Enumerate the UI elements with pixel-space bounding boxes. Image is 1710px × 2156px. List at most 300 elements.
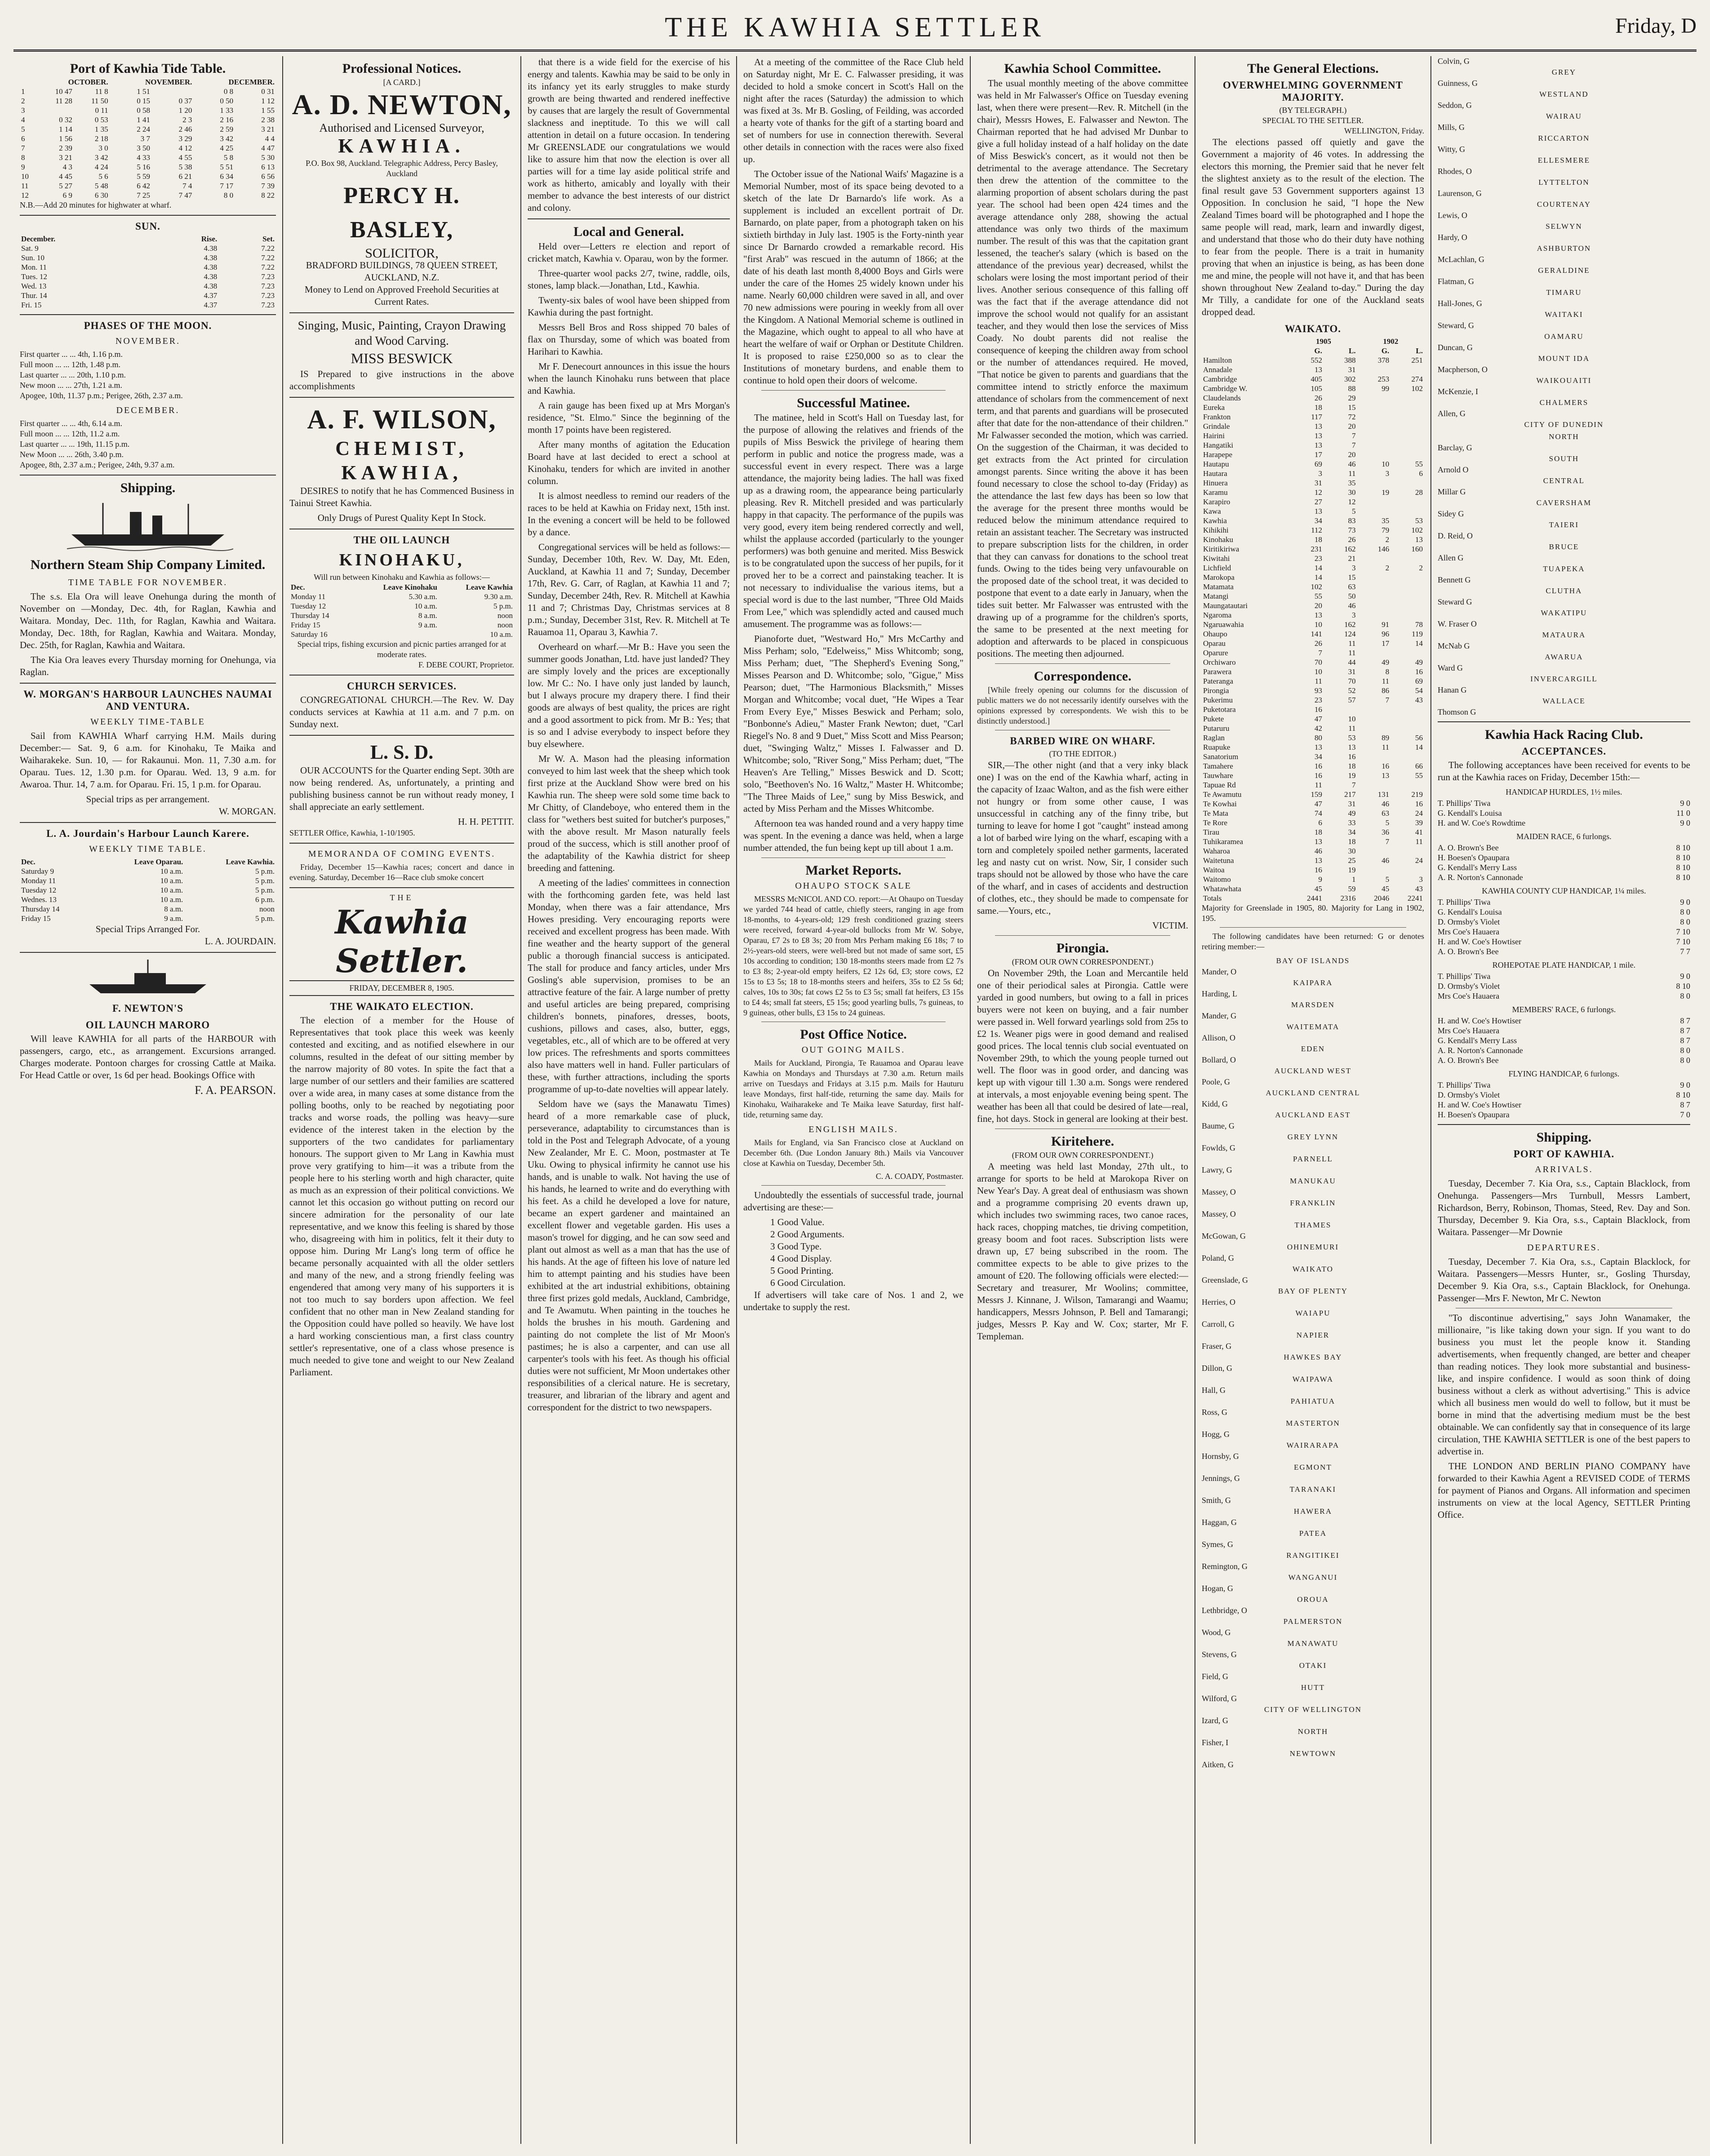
waikato-row xyxy=(1202,790,1424,799)
horse-weight: 9 0 xyxy=(1680,818,1690,827)
jourdain-table xyxy=(20,857,276,923)
horse-name: T. Phillips' Tiwa xyxy=(1438,799,1491,808)
advertising-list xyxy=(743,1216,964,1289)
member-name: Wilford, G xyxy=(1202,1694,1237,1703)
member-name: Dillon, G xyxy=(1202,1364,1233,1373)
waikato-cell: 14 xyxy=(1314,564,1322,572)
tide-cell: 8 xyxy=(21,153,25,162)
advertising-intro: Undoubtedly the essentials of successful trade, journal advertising are these:— xyxy=(743,1190,964,1213)
waikato-row xyxy=(1202,525,1424,535)
tide-cell: 2 16 xyxy=(220,116,234,124)
oil-launch-cell: noon xyxy=(497,611,513,620)
race-entry xyxy=(1438,843,1690,853)
memoranda-title: MEMORANDA OF COMING EVENTS. xyxy=(308,849,496,859)
waikato-cell: 2 xyxy=(1385,564,1390,572)
member-name: Thomson G xyxy=(1438,707,1476,716)
local-item: A meeting of the ladies' committees in connection with the forthcoming garden fete, was held last Monday, when there was a fair attendance, Mrs Howes presiding. Very encouraging reports were received and excellent progress has been made. With fine weather and the hearty support of the general public a thorough financial success is anticipated. The stall for produce and fancy articles, under Mrs Gosling's able supervision, promises to be an attractive feature of the fair. A large number of pretty and useful articles are being prepared, comprising children's bonnets, pinafores, dresses, boots, cushions, pillows and cases, also, butter, eggs, vegetables, etc., all of which are to be offered at very low prices. The refreshments and sports committees also have matters well in hand. Fuller particulars of these, with further attractions, including the sports programme of up-to-date novelties will appear lately. xyxy=(528,877,730,1094)
oil-launch-cell: 8 a.m. xyxy=(418,611,437,620)
tide-cell: 6 34 xyxy=(220,172,234,181)
member-name: Bollard, O xyxy=(1202,1055,1236,1064)
electorate-name: PAHIATUA xyxy=(1290,1397,1336,1405)
waikato-cell: Oparure xyxy=(1203,649,1228,657)
tide-cell: 7 47 xyxy=(178,191,192,200)
race-entry xyxy=(1438,798,1690,808)
waikato-cell: 79 xyxy=(1381,526,1390,534)
waikato-cell: 49 xyxy=(1415,658,1423,667)
electorate-name: GREY LYNN xyxy=(1287,1133,1339,1141)
sun-cell: 4.38 xyxy=(204,263,218,271)
tide-row xyxy=(20,96,276,106)
electorate-name: OROUA xyxy=(1297,1595,1329,1604)
waikato-cell: 8 xyxy=(1385,667,1390,676)
member-name: Hall-Jones, G xyxy=(1438,299,1482,308)
waikato-row xyxy=(1202,894,1424,903)
waikato-row xyxy=(1202,733,1424,742)
waikato-row xyxy=(1202,422,1424,431)
waikato-cell: 3 xyxy=(1419,875,1423,884)
moon-december-list xyxy=(20,418,276,470)
morgan-text: Sail from KAWHIA Wharf carrying H.M. Mails during December:— Sat. 9, 6 a.m. for Kinohaku, Te Maika and Waiharakeke. Sun. 10, — for Rakaunui. Mon. 11, 7.30 a.m. for Oparau. Tues. 12, 1.30 p.m. for Oparau. Wed. 13, 9 a.m. for Awaroa. Thur. 14, 7 a.m. for Oparau. Fri. 15, 1 p.m. for Oparau. xyxy=(20,730,276,790)
tide-cell: 1 20 xyxy=(178,106,192,115)
tide-cell: 11 50 xyxy=(91,97,108,105)
tide-cell: 4 47 xyxy=(261,144,275,152)
waikato-cell xyxy=(1390,440,1424,450)
newton-address: P.O. Box 98, Auckland. Telegraphic Address, Percy Basley, Auckland xyxy=(306,159,498,178)
waikato-cell: Hautara xyxy=(1203,469,1227,478)
waikato-cell: 13 xyxy=(1314,365,1322,374)
tide-cell: 4 55 xyxy=(178,153,192,162)
waikato-row xyxy=(1202,780,1424,790)
acceptances-text: The following acceptances have been received for events to be run at the Kawhia races on Friday, December 15th:— xyxy=(1438,760,1690,782)
waikato-cell: 274 xyxy=(1411,375,1423,383)
horse-name: Mrs Coe's Hauaera xyxy=(1438,991,1500,1000)
sun-cell: Mon. 11 xyxy=(21,263,47,271)
waikato-cell: 23 xyxy=(1314,554,1322,563)
divider xyxy=(995,663,1170,664)
waikato-year: 1902 xyxy=(1383,337,1399,346)
waikato-year xyxy=(1202,337,1290,346)
waikato-row xyxy=(1202,809,1424,818)
tide-row xyxy=(20,143,276,153)
oil-launch-cell: Friday 15 xyxy=(291,621,320,629)
waikato-cell: 89 xyxy=(1381,733,1390,742)
memoranda-text: Friday, December 15—Kawhia races; concert and dance in evening. Saturday, December 16—Race club smoke concert xyxy=(289,862,514,882)
tide-cell: 1 35 xyxy=(94,125,108,133)
jourdain-cell: 10 a.m. xyxy=(160,895,183,904)
waikato-cell: Karapiro xyxy=(1203,498,1230,506)
waikato-row xyxy=(1202,610,1424,620)
race-entry xyxy=(1438,991,1690,1001)
sun-row xyxy=(20,300,276,310)
tide-cell: 4 3 xyxy=(62,163,72,171)
tide-cell: 5 51 xyxy=(220,163,234,171)
waikato-cell: 39 xyxy=(1415,818,1423,827)
waikato-cell: 16 xyxy=(1314,762,1322,770)
sun-row xyxy=(20,244,276,253)
waikato-cell: 13 xyxy=(1314,743,1322,751)
oil-launch-header: Leave Kinohaku xyxy=(383,583,437,591)
waikato-row xyxy=(1202,705,1424,714)
member-name: Fisher, I xyxy=(1202,1738,1229,1747)
barbed-wire-text: SIR,—The other night (and that a very inky black one) I was on the end of the Kawhia wharf, acting in the capacity of Izaac Walton, and as the fish were either not hungry or from some other cause, I was unsuccessful in catching any of the finny tribe, but turning to leave for home I got "caught" instead among a lot of barbed wire lying on the wharf, escaping with a torn and completely spoiled nether garments, lacerated leg and nasty cut on wrist. Now, Sir, I consider such traps should not be allowed by those who have the care of the wharf, and in cases of accidents and destruction of clothes, etc., they should be made to compensate for same.—Yours, etc., xyxy=(977,760,1188,916)
waikato-cell: 7 xyxy=(1352,431,1356,440)
tide-cell: 4 24 xyxy=(94,163,108,171)
morgan-subtitle: WEEKLY TIME-TABLE xyxy=(90,717,205,727)
local-item: Mr W. A. Mason had the pleasing information conveyed to him last week that the sheep which took first prize at the Auckland Show were bred on his Kawhia run. The sheep were sold some time back to Mr Chitty, of Clandeboye, who entered them in the class for "wethers best suited for butcher's purposes," with the above result. Mr Mason naturally feels proud of the success, which is still another proof of the adaptability of the Kawhia district for sheep breeding and fattening. xyxy=(528,753,730,873)
waikato-cell: Claudelands xyxy=(1203,394,1241,402)
lsd-sign: H. H. PETTIT. xyxy=(457,816,514,827)
waikato-cell xyxy=(1390,422,1424,431)
member-name: Hogan, G xyxy=(1202,1584,1233,1593)
waikato-cell: 11 xyxy=(1315,781,1322,789)
matinee-end: Afternoon tea was handed round and a very happy time was spent. In the evening a dance was held, when a large number attended, the fun being kept up till about 1 a.m. xyxy=(743,818,964,853)
tide-cell: 1 12 xyxy=(261,97,275,105)
waikato-cell xyxy=(1357,422,1391,431)
waikato-cell: Eureka xyxy=(1203,403,1225,412)
electorate-name: TARANAKI xyxy=(1289,1485,1337,1494)
member-name: Lewis, O xyxy=(1438,211,1467,220)
shipping-title: Shipping. xyxy=(120,480,176,495)
waikato-cell xyxy=(1390,591,1424,601)
waikato-cell: Raglan xyxy=(1203,733,1225,742)
horse-name: H. Boesen's Opaupara xyxy=(1438,853,1510,862)
waikato-row xyxy=(1202,837,1424,846)
tide-cell xyxy=(37,106,74,115)
waikato-cell: 16 xyxy=(1314,771,1322,780)
electorate-name: TUAPEKA xyxy=(1543,565,1585,573)
horse-weight: 8 0 xyxy=(1680,907,1690,916)
waikato-cell xyxy=(1357,440,1391,450)
horse-weight: 11 0 xyxy=(1676,809,1690,818)
waikato-cell: 1 xyxy=(1352,875,1356,884)
member-name: Aitken, G xyxy=(1202,1760,1234,1769)
electorate-name: CAVERSHAM xyxy=(1536,498,1592,507)
waikato-cell: 25 xyxy=(1348,856,1356,865)
race-entry xyxy=(1438,947,1690,956)
jourdain-row xyxy=(20,876,276,885)
electorate-name: MASTERTON xyxy=(1286,1419,1340,1427)
member-name: Witty, G xyxy=(1438,145,1466,154)
jourdain-row xyxy=(20,895,276,904)
waikato-cell: 112 xyxy=(1311,526,1322,534)
horse-name: G. Kendall's Louisa xyxy=(1438,809,1502,818)
waikato-row xyxy=(1202,403,1424,412)
waikato-cell: 11 xyxy=(1381,743,1390,751)
local-general-title: Local and General. xyxy=(573,224,684,239)
sun-cell: 4.37 xyxy=(204,291,218,300)
waikato-cell: 5 xyxy=(1385,875,1390,884)
waikato-cell: 46 xyxy=(1348,460,1356,468)
member-name: Arnold O xyxy=(1438,465,1469,474)
jourdain-row xyxy=(20,914,276,923)
race-entry xyxy=(1438,853,1690,862)
waikato-cell xyxy=(1357,591,1391,601)
electorate-name: SELWYN xyxy=(1546,222,1582,231)
member-name: Allison, O xyxy=(1202,1033,1236,1042)
race-entry xyxy=(1438,927,1690,937)
horse-name: A. O. Brown's Bee xyxy=(1438,843,1499,852)
kiritehere-from: (FROM OUR OWN CORRESPONDENT.) xyxy=(1012,1151,1154,1160)
tide-months-row xyxy=(20,77,276,87)
tide-cell: 1 55 xyxy=(261,106,275,115)
departures-text: Tuesday, December 7. Kia Ora, s.s., Captain Blacklock, for Waitara. Passengers—Messrs Hunter, sr., Gosling Thursday, December 9. Kia Ora, s.s., Captain Blacklock, for Onehunga. Passenger—Mrs F. Newton, Mr C. Newton xyxy=(1438,1256,1690,1303)
horse-weight: 8 0 xyxy=(1680,917,1690,926)
electorate-name: AUCKLAND WEST xyxy=(1274,1067,1352,1075)
waikato-cell: 18 xyxy=(1348,762,1356,770)
waikato-cell: Hangatiki xyxy=(1203,441,1234,449)
waikato-row xyxy=(1202,658,1424,667)
tide-month: DECEMBER. xyxy=(228,78,275,86)
waikato-cell: 3 xyxy=(1318,469,1322,478)
advertising-essential: 2 Good Arguments. xyxy=(770,1229,844,1240)
waikato-row xyxy=(1202,714,1424,724)
member-name: Bennett G xyxy=(1438,575,1471,584)
moon-phase-line: New Moon ... ... 26th, 3.40 p.m. xyxy=(20,450,124,459)
jourdain-cell: 5 p.m. xyxy=(255,886,275,894)
waikato-cell: 28 xyxy=(1415,488,1423,497)
moon-phase-line: Apogee, 10th, 11.37 p.m.; Perigee, 26th, 2.37 a.m. xyxy=(20,391,183,400)
jourdain-cell: 5 p.m. xyxy=(255,867,275,876)
electorate-name: CENTRAL xyxy=(1543,476,1585,485)
race-entry xyxy=(1438,808,1690,818)
waikato-row xyxy=(1202,752,1424,761)
jourdain-cell: 9 a.m. xyxy=(164,914,183,923)
waikato-cell xyxy=(1390,752,1424,761)
tide-cell: 2 24 xyxy=(137,125,151,133)
member-name: Izard, G xyxy=(1202,1716,1228,1725)
oil-launch-row xyxy=(289,630,514,639)
waikato-cell xyxy=(1357,752,1391,761)
oil-launch-title: THE OIL LAUNCH xyxy=(353,534,450,546)
waikato-cell: Te Awamutu xyxy=(1203,790,1242,799)
sun-header: December. xyxy=(21,235,56,243)
tide-cell: 0 31 xyxy=(261,87,275,96)
electorate-name: GERALDINE xyxy=(1538,266,1590,275)
waikato-cell: 2 xyxy=(1419,564,1423,572)
oil-launch-intro: Will run between Kinohaku and Kawhia as follows:— xyxy=(314,573,490,582)
divider xyxy=(289,675,514,676)
waikato-cell: Te Mata xyxy=(1203,809,1228,818)
member-name: Herries, O xyxy=(1202,1298,1235,1307)
waikato-cell: 105 xyxy=(1310,384,1322,393)
nss-title: Northern Steam Ship Company Limited. xyxy=(30,557,266,572)
waikato-row xyxy=(1202,544,1424,554)
member-name: Guinness, G xyxy=(1438,79,1478,88)
waikato-cell xyxy=(1390,780,1424,790)
market-text: MESSRS McNICOL AND CO. report:—At Ohaupo on Tuesday we yarded 744 head of cattle, chiefly steers, ranging in age from 18-months, to 4-years-old; 129 fresh conditioned grazing steers were received, forward 4-year-old bullocks from Mr W. Sobye, Oparau, £7 2s to £8 3s; 20 from Mrs Perham making £6 18s; 7 to 2½-years-old steers, were well-bred but not made of same sort, £5 10s according to condition; 130 18-months steers made from £2 7s to £3 8s; 2-year-old empty heifers, £2 12s 6d, £3; store cows, £2 15s to £3 5s; 18 to 18-months steers and heifers, 35s to £2 5s 6d; calves, 10s to 30s; fat cows £2 5s to £3 5s; small fat heifers, £3 15s to £4 4s; small fat steers, £5 15s; good yearling bulls, 7s guineas, to 9 guineas, other bulls, £3 15s to 24 guineas. xyxy=(743,894,964,1017)
tide-cell: 5 30 xyxy=(261,153,275,162)
sun-row xyxy=(20,253,276,262)
jourdain-cell: Monday 11 xyxy=(21,876,56,885)
waikato-cell: 49 xyxy=(1348,809,1356,818)
race-entry xyxy=(1438,897,1690,907)
pirongia-from: (FROM OUR OWN CORRESPONDENT.) xyxy=(1012,957,1154,966)
local-item: Overheard on wharf.—Mr B.: Have you seen the summer goods Jonathan, Ltd. have just landed? They are simply lovely and the prices are exceptionally low. Mr C.: No. I have only just landed by launch, but I always procure my drapery there. I find their goods are always of best quality, the prices are right and a good assortment to pick from. Mr B.: Yes; that is so and I advise everybody to inspect before they buy elsewhere. xyxy=(528,641,730,749)
advertising-essential: 6 Good Circulation. xyxy=(770,1277,846,1288)
moon-title: PHASES OF THE MOON. xyxy=(84,320,212,331)
divider xyxy=(1220,927,1406,928)
member-name: W. Fraser O xyxy=(1438,619,1477,628)
newton-role: Authorised and Licensed Surveyor, xyxy=(319,121,484,134)
waikato-cell xyxy=(1390,846,1424,856)
waikato-cell: 41 xyxy=(1415,828,1423,836)
race-entry xyxy=(1438,818,1690,828)
oil-launch-row xyxy=(289,611,514,620)
sun-cell: 7.23 xyxy=(261,272,275,281)
local-item: After many months of agitation the Education Board have at last decided to erect a school at Kinohaku, tenders for which are invited in another column. xyxy=(528,439,730,486)
waikato-table-body xyxy=(1202,356,1424,903)
waikato-row xyxy=(1202,686,1424,695)
moon-phase-line: First quarter ... ... 4th, 1.16 p.m. xyxy=(20,350,123,359)
race-entry xyxy=(1438,981,1690,991)
tide-cell: 6 56 xyxy=(261,172,275,181)
member-name: Allen G xyxy=(1438,553,1464,562)
waikato-cell xyxy=(1390,412,1424,422)
waikato-cell: 13 xyxy=(1381,771,1390,780)
waikato-cell: 14 xyxy=(1314,573,1322,582)
arrivals-title: ARRIVALS. xyxy=(1535,1165,1593,1174)
tide-row xyxy=(20,153,276,162)
electorate-name: NORTH xyxy=(1297,1727,1328,1736)
dateline: FRIDAY, DECEMBER 8, 1905. xyxy=(289,980,514,996)
horse-weight: 8 7 xyxy=(1680,1100,1690,1109)
waikato-cell: 10 xyxy=(1314,667,1322,676)
waikato-cell: 378 xyxy=(1377,356,1390,365)
member-name: Macpherson, O xyxy=(1438,365,1488,374)
tide-cell: 2 39 xyxy=(59,144,72,152)
electorate-name: WESTLAND xyxy=(1539,90,1589,98)
waikato-cell: 63 xyxy=(1348,582,1356,591)
local-item: Mr F. Denecourt announces in this issue the hours when the launch Kinohaku runs between that place and Kawhia. xyxy=(528,361,730,396)
electorate-name: WAIAPU xyxy=(1295,1309,1331,1317)
sun-cell: Tues. 12 xyxy=(21,272,47,281)
jourdain-cell: Saturday 9 xyxy=(21,867,54,876)
basley-address: BRADFORD BUILDINGS, 78 QUEEN STREET, AUCKLAND, N.Z. xyxy=(306,260,498,283)
member-name: McKenzie, I xyxy=(1438,387,1478,396)
waikato-cell xyxy=(1357,780,1391,790)
electorate-name: CLUTHA xyxy=(1546,587,1582,595)
waikato-cell: 53 xyxy=(1348,733,1356,742)
tide-cell: 4 33 xyxy=(137,153,151,162)
moon-phase-line: New moon ... ... 27th, 1.21 a.m. xyxy=(20,381,122,390)
waikato-cell: 36 xyxy=(1381,828,1390,836)
race-entry xyxy=(1438,1110,1690,1120)
divider xyxy=(528,218,730,219)
member-name: Mander, G xyxy=(1202,1011,1237,1020)
horse-name: A. O. Brown's Bee xyxy=(1438,947,1499,956)
editorial-continued: that there is a wide field for the exercise of his energy and talents. Kawhia may be said to be only in its infancy yet its early struggles to make sturdy growth are being thwarted and rendered ineffective by causes that are largely the result of Governmental slackness and ineptitude. To this we will call attention in detail on a future occasion. In tendering Mr GREENSLADE our congratulations we would like to assure him that now the election is over all parties will for a time lay aside political strife and work as hitherto, amicably and loyally with their member to advance the best interests of our district and colony. xyxy=(528,57,730,213)
electorate-name: GREY xyxy=(1551,68,1577,76)
column-4 xyxy=(737,56,971,2144)
tide-cell: 7 39 xyxy=(261,182,275,190)
tide-cell: 5 48 xyxy=(94,182,108,190)
waikato-cell: 70 xyxy=(1314,658,1322,667)
tide-cell: 2 18 xyxy=(94,134,108,143)
horse-weight: 8 10 xyxy=(1676,1090,1690,1099)
basley-name: PERCY H. BASLEY, xyxy=(343,183,460,243)
waikato-cell: 16 xyxy=(1348,752,1356,761)
waikato-cell xyxy=(1390,507,1424,516)
member-name: Field, G xyxy=(1202,1672,1229,1681)
wilson-note: Only Drugs of Purest Quality Kept In Stock. xyxy=(317,512,486,523)
waikato-cell: 42 xyxy=(1314,724,1322,733)
waikato-cell: 15 xyxy=(1348,573,1356,582)
waikato-cell: 43 xyxy=(1415,696,1423,704)
divider xyxy=(1438,721,1690,722)
waikato-cell xyxy=(1390,450,1424,459)
jourdain-cell: 10 a.m. xyxy=(160,886,183,894)
jourdain-header: Leave Oparau. xyxy=(134,858,183,866)
sun-cell: Thur. 14 xyxy=(21,291,47,300)
horse-name: Mrs Coe's Hauaera xyxy=(1438,1026,1500,1035)
jourdain-cell: 8 a.m. xyxy=(164,905,183,913)
oil-launch-header: Dec. xyxy=(291,583,305,591)
oil-launch-cell: 9 a.m. xyxy=(418,621,437,629)
tide-cell: 4 25 xyxy=(220,144,234,152)
waikato-cell xyxy=(1357,403,1391,412)
jourdain-row xyxy=(20,904,276,914)
waikato-cell: 17 xyxy=(1381,639,1390,648)
waikato-cell: 26 xyxy=(1314,639,1322,648)
waikato-header: G. xyxy=(1314,347,1322,355)
electorate-name: WALLACE xyxy=(1542,697,1586,705)
race-entry xyxy=(1438,917,1690,927)
waikato-cell: 552 xyxy=(1310,356,1322,365)
race-club-meeting: At a meeting of the committee of the Race Club held on Saturday night, Mr E. C. Falwasser presiding, it was decided to hold a smoke concert in Scott's Hall on the night after the races (Saturday) the admission to which was fixed at 3s. Mr B. Gosling, of Feilding, was accorded a hearty vote of thanks for the gift of a starting board and set of numbers for use in connection therewith. Several other details in connection with the races were also fixed up. xyxy=(743,57,964,164)
tide-row xyxy=(20,124,276,134)
waikato-cell: Ruapuke xyxy=(1203,743,1230,751)
returned-members-list-continued xyxy=(1438,56,1690,717)
waikato-cell xyxy=(1357,714,1391,724)
waikato-cell: Pirongia xyxy=(1203,686,1229,695)
divider xyxy=(20,952,276,953)
waikato-cell: 46 xyxy=(1381,856,1390,865)
sun-cell: Wed. 13 xyxy=(21,282,47,290)
tide-cell: 3 42 xyxy=(94,153,108,162)
waikato-table xyxy=(1202,337,1424,903)
waikato-row xyxy=(1202,620,1424,629)
waikato-cell: 2046 xyxy=(1374,894,1390,902)
waikato-row xyxy=(1202,667,1424,676)
waikato-cell: 253 xyxy=(1377,375,1390,383)
steamship-illustration xyxy=(62,498,233,552)
electorate-name: AUCKLAND EAST xyxy=(1275,1111,1351,1119)
waikato-cell: Frankton xyxy=(1203,413,1231,421)
sun-row xyxy=(20,291,276,300)
member-name: Fowlds, G xyxy=(1202,1143,1236,1152)
tide-cell: 3 21 xyxy=(261,125,275,133)
waikato-cell: 6 xyxy=(1318,818,1322,827)
sun-table-body xyxy=(20,244,276,310)
waikato-cell: 21 xyxy=(1348,554,1356,563)
waikato-cell: Marokopa xyxy=(1203,573,1235,582)
waikato-cell: 29 xyxy=(1348,394,1356,402)
sun-header: Rise. xyxy=(201,235,218,243)
waikato-row xyxy=(1202,865,1424,875)
newton-sign: F. A. PEARSON. xyxy=(195,1084,276,1097)
waikato-cell: Hairini xyxy=(1203,431,1225,440)
waikato-cell: 10 xyxy=(1348,715,1356,723)
waikato-cell: 7 xyxy=(1318,649,1322,657)
electorate-name: MANUKAU xyxy=(1290,1177,1336,1185)
horse-weight: 8 10 xyxy=(1676,982,1690,991)
tide-cell: 3 50 xyxy=(137,144,151,152)
waikato-cell: 50 xyxy=(1348,592,1356,600)
column-3 xyxy=(521,56,737,2144)
horse-name: T. Phillips' Tiwa xyxy=(1438,898,1491,907)
waikato-cell: 159 xyxy=(1310,790,1322,799)
electorate-name: CITY OF DUNEDIN xyxy=(1524,420,1604,429)
